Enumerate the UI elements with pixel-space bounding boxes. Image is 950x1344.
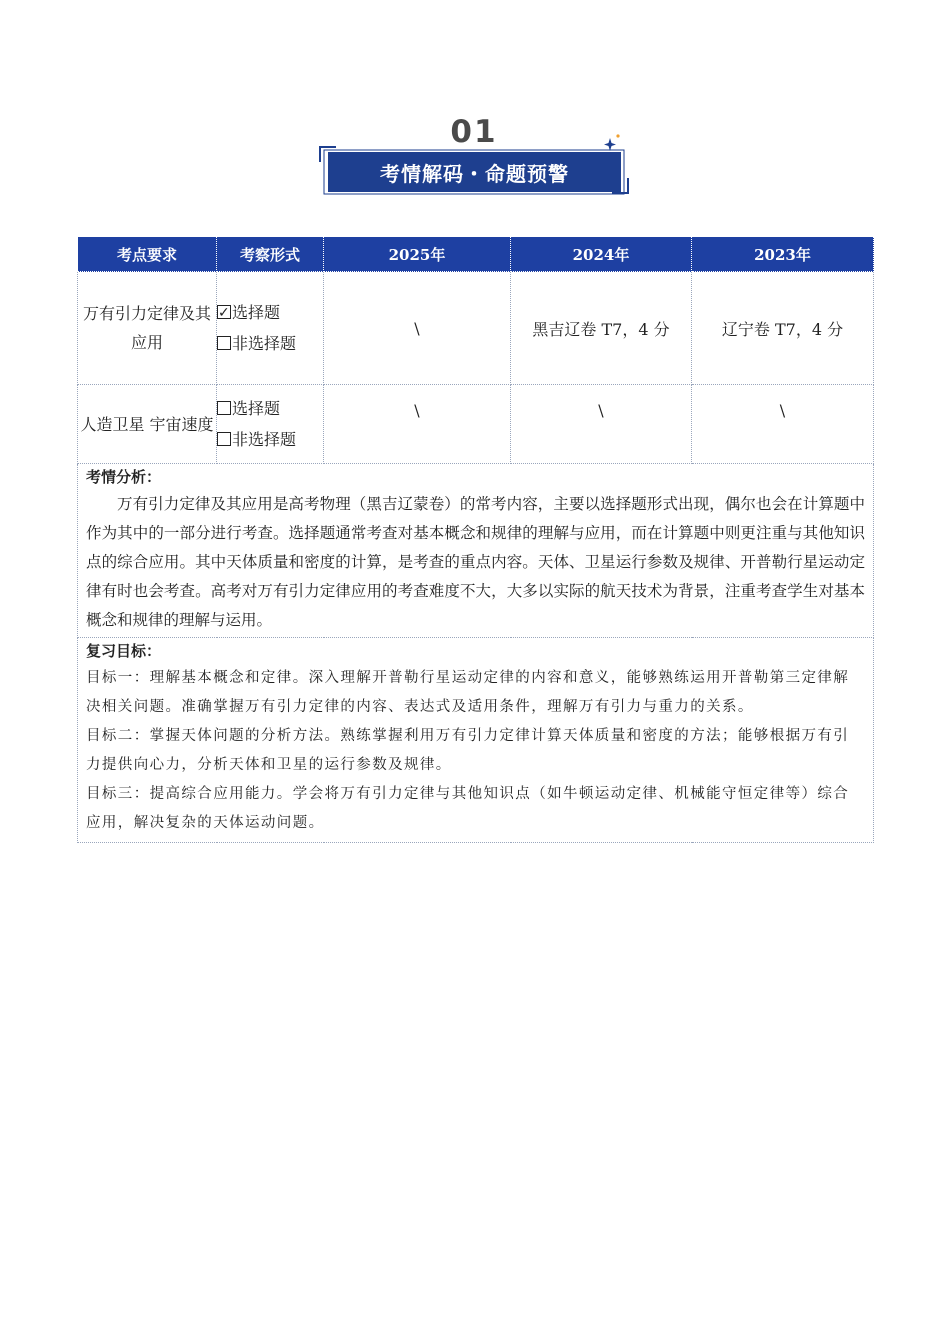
review-goal-2: 目标二：掌握天体问题的分析方法。熟练掌握利用万有引力定律计算天体质量和密度的方法；能够根据万有引力提供向心力，分析天体和卫星的运行参数及规律。 <box>86 728 850 773</box>
header-2025: 2025年 <box>324 237 511 272</box>
header-2024: 2024年 <box>511 237 692 272</box>
topic-cell: 人造卫星 宇宙速度 <box>78 385 217 464</box>
review-goal-3: 目标三：提高综合应用能力。学会将万有引力定律与其他知识点（如牛顿运动定律、机械能守恒定律等）综合应用，解决复杂的天体运动问题。 <box>86 786 850 831</box>
empty-box-icon <box>217 401 231 415</box>
option-choice <box>217 393 323 424</box>
option-nonchoice <box>217 328 323 359</box>
section-banner <box>318 112 630 202</box>
table-row <box>78 385 874 464</box>
review-goal-1: 目标一：理解基本概念和定律。深入理解开普勒行星运动定律的内容和意义，能够熟练运用开普勒第三定律解决相关问题。准确掌握万有引力定律的内容、表达式及适用条件，理解万有引力与重力的关系。 <box>86 670 850 715</box>
review-heading: 复习目标： <box>86 642 162 660</box>
analysis-heading: 考情分析： <box>86 468 162 486</box>
empty-box-icon <box>217 432 231 446</box>
banner-title-box <box>328 152 621 192</box>
analysis-row <box>78 464 874 638</box>
cell-2023: \ <box>692 385 874 464</box>
banner-title: 考情解码・命题预警 <box>380 161 569 186</box>
header-topic: 考点要求 <box>78 237 217 272</box>
option-label: 选择题 <box>232 303 281 322</box>
topic-cell: 万有引力定律及其应用 <box>78 272 217 385</box>
section-number: 01 <box>450 114 498 150</box>
form-cell <box>217 385 324 464</box>
header-2023: 2023年 <box>692 237 874 272</box>
review-cell <box>78 638 874 843</box>
sparkle-icon <box>604 132 624 152</box>
review-row <box>78 638 874 843</box>
cell-2024: 黑吉辽卷 T7，4 分 <box>511 272 692 385</box>
exam-overview-table <box>77 236 874 843</box>
table-header-row <box>78 237 874 272</box>
option-label: 非选择题 <box>232 430 297 449</box>
checked-box-icon <box>217 305 231 319</box>
analysis-cell <box>78 464 874 638</box>
table-row <box>78 272 874 385</box>
option-label: 选择题 <box>232 399 281 418</box>
option-choice <box>217 297 323 328</box>
option-label: 非选择题 <box>232 334 297 353</box>
header-form: 考察形式 <box>217 237 324 272</box>
cell-2024: \ <box>511 385 692 464</box>
empty-box-icon <box>217 336 231 350</box>
cell-2025: \ <box>324 272 511 385</box>
cell-2025: \ <box>324 385 511 464</box>
form-cell <box>217 272 324 385</box>
option-nonchoice <box>217 424 323 455</box>
analysis-text: 万有引力定律及其应用是高考物理（黑吉辽蒙卷）的常考内容，主要以选择题形式出现，偶尔也会在计算题中作为其中的一部分进行考查。选择题通常考查对基本概念和规律的理解与应用，而在计算题中则更注重与其他知识点的综合应用。其中天体质量和密度的计算，是考查的重点内容。天体、卫星运行参数及规律、开普勒行星运动定律有时也会考查。高考对万有引力定律应用的考查难度不大，大多以实际的航天技术为背景，注重考查学生对基本概念和规律的理解与运用。 <box>86 495 865 629</box>
cell-2023: 辽宁卷 T7，4 分 <box>692 272 874 385</box>
